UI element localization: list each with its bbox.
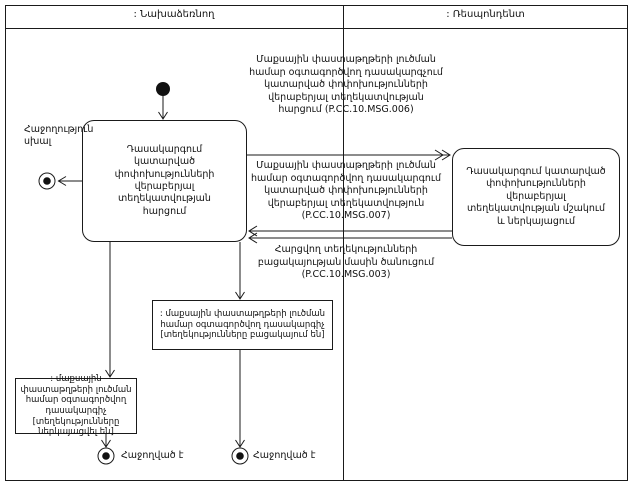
activity-request-info-label: Դասակարգում կատարված փոփոխությունների վերաբերյալ տեղեկատվության հարցում — [114, 143, 215, 217]
object-node-info-submitted-label: : մաքսային փաստաթղթերի լուծման համար օգտագործվող դասակարգիչ [տեղեկությունները ներկայացվել են] — [20, 374, 132, 438]
message-label-msg003: Հարցվող տեղեկությունների բացակայության մասին ծանուցում (P.CC.10.MSG.003) — [257, 244, 435, 281]
final-node-success-center — [232, 448, 248, 464]
message-arrow-msg006 — [247, 150, 450, 160]
activity-request-info — [82, 120, 247, 242]
object-node-info-missing-label: : մաքսային փաստաթղթերի լուծման համար օգտագործվող դասակարգիչ [տեղեկությունները բացակայում են] — [159, 309, 326, 341]
flow-request-to-fail — [58, 177, 82, 186]
message-arrow-msg003 — [249, 233, 452, 243]
label-fail: Հաջողություն սխալ — [24, 124, 94, 147]
initial-node — [156, 82, 170, 96]
message-label-msg006: Մաքսային փաստաթղթերի լուծման համար օգտագործվող դասակարգչում կատարված փոփոխությունների վերաբերյալ տեղեկատվության հարցում (P.CC.10.MSG.006) — [249, 54, 443, 116]
final-node-success-left — [98, 448, 114, 464]
lane-title-respondent: : Ռեսպոնդենտ — [446, 9, 525, 20]
final-node-fail — [39, 173, 55, 189]
label-success-center: Հաջողված է — [253, 450, 316, 461]
lane-title-initiator: : Նախաձեռնող — [133, 9, 215, 20]
message-label-msg007: Մաքսային փաստաթղթերի լուծման համար օգտագործվող դասակարգում կատարված փոփոխությունների վերաբերյալ տեղեկատվություն (P.CC.10.MSG.007) — [251, 160, 441, 222]
flow-request-to-object-missing — [236, 242, 245, 299]
flow-request-to-object-submitted — [106, 242, 115, 377]
label-success-left: Հաջողված է — [121, 450, 184, 461]
object-node-info-missing — [152, 300, 333, 350]
message-arrow-msg007 — [249, 226, 452, 236]
activity-process-info-label: Դասակարգում կատարված փոփոխությունների վերաբերյալ տեղեկատվության մշակում և ներկայացում — [466, 166, 606, 227]
activity-process-info — [452, 148, 620, 246]
flow-object-missing-to-final — [236, 350, 245, 447]
object-node-info-submitted — [15, 374, 137, 438]
flow-start-to-request — [159, 96, 168, 119]
